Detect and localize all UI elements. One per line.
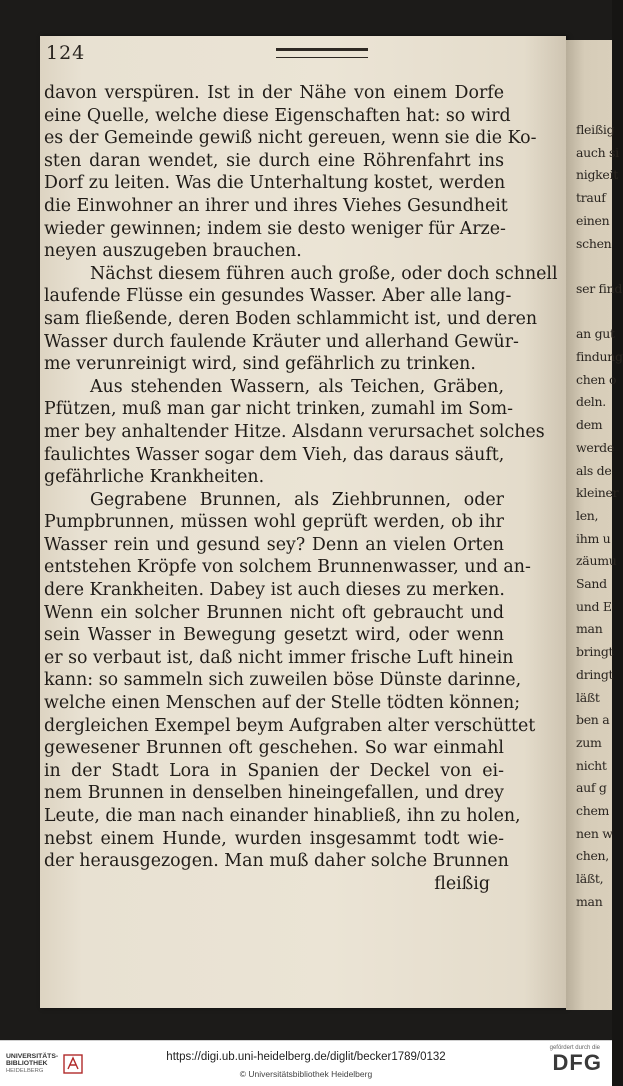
text-line: dere Krankheiten. Dabey ist auch dieses zu merken.: [44, 580, 505, 601]
adjacent-page-fragment: schen: [576, 235, 612, 251]
adjacent-page-fragment: zum: [576, 734, 602, 750]
adjacent-page-fragment: chem: [576, 803, 610, 818]
adjacent-page-fragment: kleiner: [576, 485, 619, 501]
text-line: eine Quelle, welche diese Eigenschaften hat: so wird: [44, 105, 511, 126]
adjacent-page-fragment: läßt: [576, 689, 600, 705]
copyright-notice: © Universitätsbibliothek Heidelberg: [239, 1069, 373, 1079]
adjacent-page-fragment: man: [576, 893, 603, 909]
body-text: [44, 82, 558, 895]
adjacent-page-fragment: läßt,: [576, 871, 604, 887]
adjacent-page-fragment: ihm u: [576, 530, 611, 546]
dfg-logo[interactable]: [526, 1045, 602, 1075]
adjacent-page-fragment: werde: [576, 439, 614, 455]
adjacent-page-fragment: an gut: [576, 326, 615, 342]
adjacent-page-fragment: ben a: [576, 712, 610, 728]
text-line: der herausgezogen. Man muß daher solche Brunnen: [44, 851, 509, 872]
adjacent-page-fragment: einen: [576, 212, 610, 228]
text-line: welche einen Menschen auf der Stelle tödten können;: [44, 693, 521, 714]
page-number: 124: [46, 42, 86, 64]
text-line: laufende Flüsse ein gesundes Wasser. Aber alle lang-: [44, 286, 512, 307]
adjacent-page-fragment: als de: [576, 462, 612, 478]
text-line: wieder gewinnen; indem sie desto weniger für Arze-: [44, 218, 506, 239]
adjacent-page-fragment: ser find: [576, 280, 623, 296]
adjacent-page-fragment: chen,: [576, 848, 609, 864]
text-line: mer bey anhaltender Hitze. Alsdann verursachet solches: [44, 421, 545, 442]
text-line: nebst einem Hunde, wurden insgesammt todt wie-: [44, 828, 504, 849]
text-line: Pfützen, muß man gar nicht trinken, zumahl im Som-: [44, 399, 514, 420]
text-line: faulichtes Wasser sogar dem Vieh, das daraus säuft,: [44, 444, 505, 465]
text-line: es der Gemeinde gewiß nicht gereuen, wenn sie die Ko-: [44, 128, 537, 149]
text-line: davon verspüren. Ist in der Nähe von einem Dorfe: [44, 83, 504, 103]
adjacent-page-fragment: dringt: [576, 666, 614, 682]
text-line: Aus stehenden Wassern, als Teichen, Gräben,: [90, 376, 504, 397]
text-line: me verunreinigt wird, sind gefährlich zu trinken.: [44, 354, 476, 375]
adjacent-page-fragment: findung: [576, 349, 623, 364]
logo-line-3: HEIDELBERG: [6, 1067, 44, 1074]
text-line: sam fließende, deren Boden schlammicht ist, und deren: [44, 308, 538, 329]
text-line: Gegrabene Brunnen, als Ziehbrunnen, oder: [90, 489, 504, 510]
adjacent-page-edge: [566, 40, 623, 1010]
book-page: [40, 36, 566, 1008]
dfg-wordmark: DFG: [552, 1050, 602, 1075]
text-line: neyen auszugeben brauchen.: [44, 241, 302, 262]
adjacent-page-fragment: chen o: [576, 371, 617, 387]
adjacent-page-fragment: man: [576, 621, 603, 637]
text-line: in der Stadt Lora in Spanien der Deckel von ei-: [44, 760, 504, 781]
text-line: Nächst diesem führen auch große, oder doch schnell: [90, 263, 558, 284]
adjacent-page-fragment: dem: [576, 417, 603, 433]
text-line: gefährliche Krankheiten.: [44, 467, 265, 488]
text-line: Wasser durch faulende Kräuter und allerhand Gewür-: [44, 331, 519, 352]
text-line: Dorf zu leiten. Was die Unterhaltung kostet, werden: [44, 173, 506, 194]
adjacent-page-fragment: auf g: [576, 780, 607, 796]
text-line: sten daran wendet, sie durch eine Röhrenfahrt ins: [44, 150, 504, 171]
text-line: Wasser rein und gesund sey? Denn an vielen Orten: [44, 534, 504, 555]
text-line: gewesener Brunnen oft geschehen. So war einmahl: [44, 738, 504, 759]
adjacent-page-fragment: und E: [576, 598, 612, 614]
header-rule: [276, 48, 368, 58]
text-line: entstehen Kröpfe von solchem Brunnenwasser, und an-: [44, 557, 531, 578]
adjacent-page-fragment: nicht: [576, 757, 607, 773]
text-line: er so verbaut ist, daß nicht immer frische Luft hinein: [44, 647, 514, 668]
text-line: dergleichen Exempel beym Aufgraben alter verschüttet: [44, 715, 536, 736]
adjacent-page-fragment: nen w: [576, 825, 613, 841]
text-line: die Einwohner an ihrer und ihres Viehes Gesundheit: [44, 195, 508, 216]
viewer-footer: [0, 1040, 612, 1086]
text-line: Wenn ein solcher Brunnen nicht oft gebraucht und: [44, 602, 504, 623]
catchword: fleißig: [434, 873, 490, 894]
adjacent-page-fragment: fleißig: [576, 122, 615, 137]
adjacent-page-fragment: auch si: [576, 144, 619, 160]
adjacent-page-fragment: nigkeit: [576, 167, 618, 183]
adjacent-page-fragment: zäumu: [576, 553, 617, 569]
text-line: nem Brunnen in denselben hineingefallen, und drey: [44, 783, 504, 804]
text-line: sein Wasser in Bewegung gesetzt wird, oder wenn: [44, 625, 504, 646]
page-url[interactable]: https://digi.ub.uni-heidelberg.de/diglit/becker1789/0132: [166, 1051, 446, 1063]
text-line: Leute, die man nach einander hinabließ, ihn zu holen,: [44, 806, 521, 826]
logo-line-2: BIBLIOTHEK: [6, 1060, 48, 1068]
text-line: Pumpbrunnen, müssen wohl geprüft werden, ob ihr: [44, 512, 504, 533]
adjacent-page-fragment: deln.: [576, 394, 606, 410]
adjacent-page-fragment: trauf: [576, 190, 606, 206]
dfg-caption: gefördert durch die: [549, 1045, 600, 1051]
adjacent-page-fragment: bringt: [576, 644, 614, 660]
adjacent-page-fragment: Sand: [576, 576, 607, 591]
text-line: kann: so sammeln sich zuweilen böse Dünste darinne,: [44, 670, 522, 691]
adjacent-page-fragment: len,: [576, 507, 599, 523]
logo-line-1: UNIVERSITÄTS-: [6, 1052, 59, 1060]
